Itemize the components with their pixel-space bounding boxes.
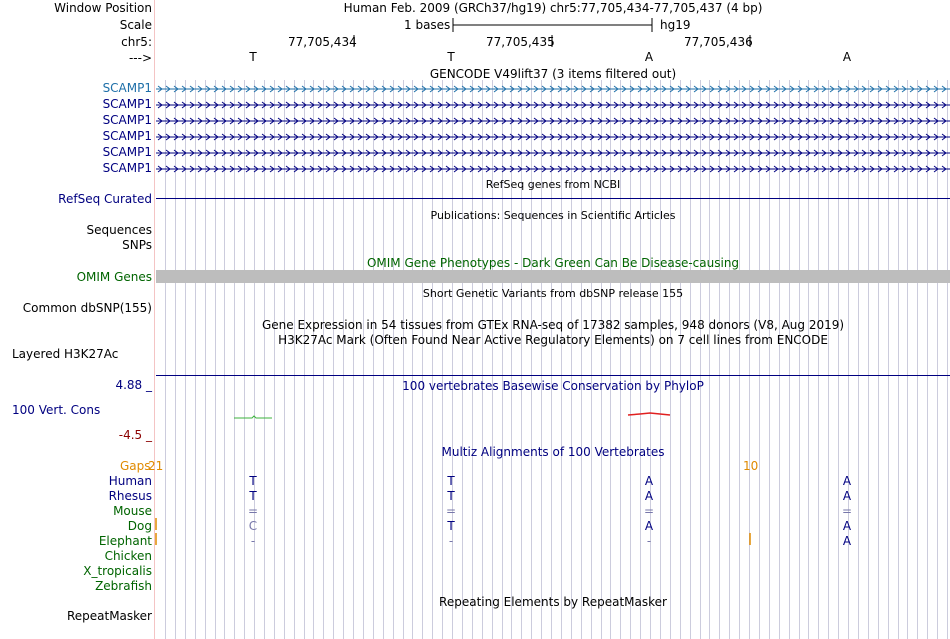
- gencode-transcript[interactable]: [156, 148, 950, 158]
- omim-title: OMIM Gene Phenotypes - Dark Green Can Be Disease-causing: [366, 256, 740, 270]
- species-base: T: [249, 489, 257, 503]
- snps-label[interactable]: SNPs: [122, 238, 152, 252]
- chrom-label: chr5:: [121, 35, 152, 49]
- species-label[interactable]: Chicken: [104, 549, 152, 563]
- gencode-transcript[interactable]: [156, 84, 950, 94]
- species-base: C: [248, 519, 258, 533]
- strand-label: --->: [128, 51, 152, 65]
- h3k27ac-title: H3K27Ac Mark (Often Found Near Active Regulatory Elements) on 7 cell lines from ENCODE: [278, 333, 828, 347]
- dbsnp-title: Short Genetic Variants from dbSNP release 155: [422, 287, 684, 300]
- coord-1: 77,705,434: [288, 35, 357, 49]
- species-base: =: [445, 504, 457, 518]
- species-label[interactable]: Elephant: [98, 534, 152, 548]
- coord-2: 77,705,435: [486, 35, 555, 49]
- dbsnp-label[interactable]: Common dbSNP(155): [22, 301, 152, 315]
- gencode-gene-label[interactable]: SCAMP1: [102, 145, 152, 159]
- gencode-transcript[interactable]: [156, 116, 950, 126]
- species-base: =: [841, 504, 853, 518]
- multiz-title: Multiz Alignments of 100 Vertebrates: [441, 445, 665, 459]
- h3k27ac-label[interactable]: Layered H3K27Ac: [12, 347, 119, 361]
- phylop-max: 4.88 _: [115, 378, 152, 392]
- ref-base: A: [644, 50, 654, 64]
- gencode-gene-label[interactable]: SCAMP1: [102, 113, 152, 127]
- species-base: A: [644, 519, 654, 533]
- ref-base: T: [249, 50, 257, 64]
- omim-bar: [156, 270, 950, 283]
- scale-bar: [452, 16, 654, 34]
- species-base: T: [447, 519, 455, 533]
- gencode-gene-label[interactable]: SCAMP1: [102, 81, 152, 95]
- gencode-transcript[interactable]: [156, 132, 950, 142]
- assembly-position: Human Feb. 2009 (GRCh37/hg19) chr5:77,705,434-77,705,437 (4 bp): [343, 1, 763, 15]
- scale-label: Scale: [119, 18, 152, 32]
- species-label[interactable]: X_tropicalis: [83, 564, 152, 578]
- refseq-line: [156, 198, 950, 199]
- species-base: A: [644, 474, 654, 488]
- species-base: T: [447, 474, 455, 488]
- repeatmasker-title: Repeating Elements by RepeatMasker: [439, 595, 667, 609]
- species-base: A: [842, 534, 852, 548]
- publications-title: Publications: Sequences in Scientific Articles: [430, 209, 676, 222]
- species-base: T: [447, 489, 455, 503]
- coord-ticks: [350, 33, 754, 49]
- ref-base: T: [447, 50, 455, 64]
- phylop-label[interactable]: 100 Vert. Cons: [12, 403, 101, 417]
- h3k27ac-baseline: [156, 375, 950, 376]
- coord-3: 77,705,436: [684, 35, 753, 49]
- gap-count: 10: [743, 459, 759, 473]
- sequences-label[interactable]: Sequences: [86, 223, 152, 237]
- gencode-gene-label[interactable]: SCAMP1: [102, 97, 152, 111]
- omim-label[interactable]: OMIM Genes: [76, 270, 152, 284]
- refseq-label[interactable]: RefSeq Curated: [58, 192, 152, 206]
- ref-base: A: [842, 50, 852, 64]
- species-base: -: [250, 534, 256, 548]
- species-label[interactable]: Mouse: [113, 504, 152, 518]
- species-base: A: [842, 519, 852, 533]
- gtex-title: Gene Expression in 54 tissues from GTEx RNA-seq of 17382 samples, 948 donors (V8, Aug 2019): [261, 318, 845, 332]
- species-base: T: [249, 474, 257, 488]
- phylop-title: 100 vertebrates Basewise Conservation by PhyloP: [402, 379, 704, 393]
- gencode-gene-label[interactable]: SCAMP1: [102, 129, 152, 143]
- species-base: -: [646, 534, 652, 548]
- species-base: -: [448, 534, 454, 548]
- species-label[interactable]: Human: [108, 474, 152, 488]
- window-position-label: Window Position: [54, 1, 152, 15]
- species-label[interactable]: Dog: [127, 519, 152, 533]
- repeatmasker-label[interactable]: RepeatMasker: [66, 609, 152, 623]
- gaps-label: Gaps: [120, 459, 151, 473]
- gap-count: 21: [148, 459, 164, 473]
- gencode-transcript[interactable]: [156, 100, 950, 110]
- gencode-transcript[interactable]: [156, 164, 950, 174]
- phylop-min: -4.5 _: [118, 428, 152, 442]
- species-base: =: [247, 504, 259, 518]
- species-base: A: [842, 474, 852, 488]
- species-base: A: [842, 489, 852, 503]
- gencode-gene-label[interactable]: SCAMP1: [102, 161, 152, 175]
- species-label[interactable]: Zebrafish: [95, 579, 152, 593]
- species-label[interactable]: Rhesus: [108, 489, 152, 503]
- gap-markers: [154, 517, 754, 547]
- scale-bases: 1 bases: [404, 18, 451, 32]
- species-base: =: [643, 504, 655, 518]
- species-base: A: [644, 489, 654, 503]
- refseq-title: RefSeq genes from NCBI: [485, 178, 621, 191]
- phylop-signal: [156, 408, 950, 424]
- scale-db: hg19: [660, 18, 691, 32]
- gencode-title: GENCODE V49lift37 (3 items filtered out): [429, 67, 677, 81]
